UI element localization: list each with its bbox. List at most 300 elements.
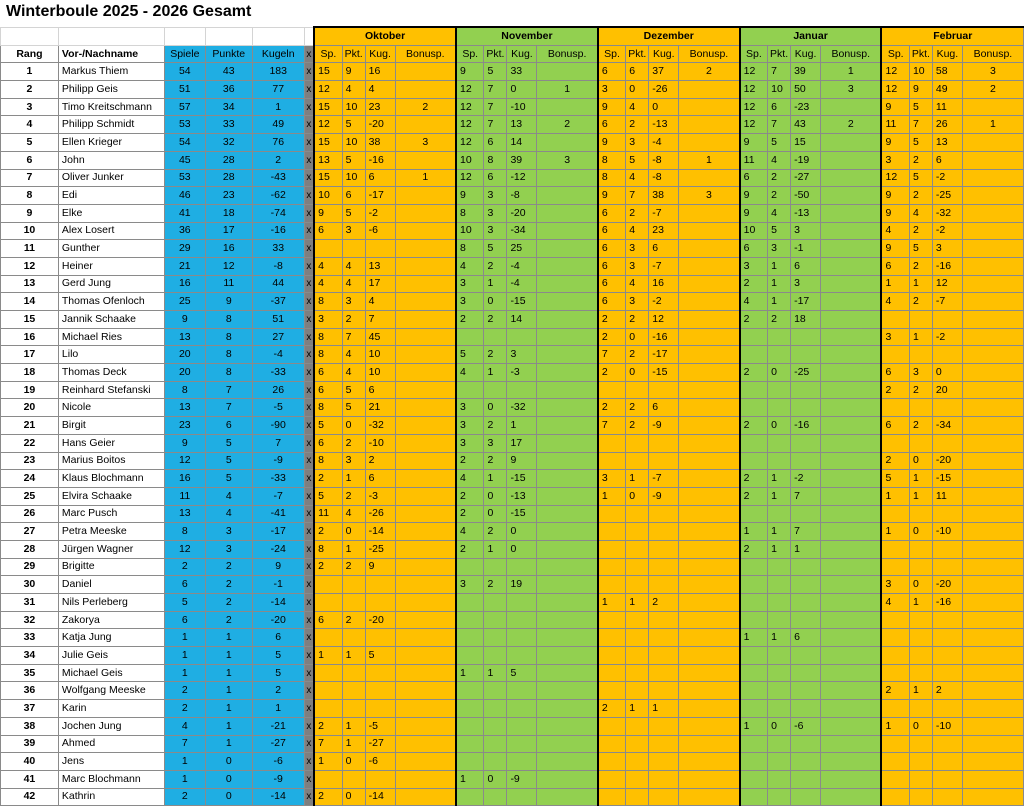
kug-cell[interactable]: 38: [649, 187, 679, 205]
kug-cell[interactable]: [932, 311, 962, 329]
pkt-cell[interactable]: 3: [342, 452, 365, 470]
bonus-cell[interactable]: [537, 169, 598, 187]
bonus-cell[interactable]: [679, 275, 740, 293]
pkt-cell[interactable]: 0: [484, 487, 507, 505]
bonus-cell[interactable]: [537, 664, 598, 682]
kug-cell[interactable]: -2: [932, 169, 962, 187]
bonus-cell[interactable]: [537, 240, 598, 258]
bonus-cell[interactable]: [962, 647, 1023, 665]
sp-cell[interactable]: 6: [314, 611, 342, 629]
bonus-cell[interactable]: [395, 399, 456, 417]
punkte-cell[interactable]: 2: [205, 558, 252, 576]
month-header-januar[interactable]: Januar: [740, 27, 882, 45]
bonus-cell[interactable]: [537, 788, 598, 806]
bonus-cell[interactable]: [821, 399, 882, 417]
rank-cell[interactable]: 23: [1, 452, 59, 470]
bonus-cell[interactable]: 2: [962, 81, 1023, 99]
sp-cell[interactable]: 6: [314, 364, 342, 382]
kug-cell[interactable]: [791, 700, 821, 718]
kugeln-cell[interactable]: 6: [252, 629, 304, 647]
pkt-cell[interactable]: 5: [768, 134, 791, 152]
pkt-cell[interactable]: [909, 788, 932, 806]
spiele-cell[interactable]: 12: [164, 452, 205, 470]
bonus-cell[interactable]: 3: [821, 81, 882, 99]
kug-cell[interactable]: -17: [365, 187, 395, 205]
separator-cell[interactable]: x: [304, 558, 314, 576]
header-sp[interactable]: Sp.: [598, 45, 626, 63]
empty-cell[interactable]: [252, 27, 304, 45]
pkt-cell[interactable]: [626, 523, 649, 541]
sp-cell[interactable]: 12: [456, 116, 484, 134]
pkt-cell[interactable]: 0: [768, 364, 791, 382]
pkt-cell[interactable]: [909, 664, 932, 682]
sp-cell[interactable]: 1: [881, 275, 909, 293]
pkt-cell[interactable]: 0: [484, 505, 507, 523]
bonus-cell[interactable]: [679, 257, 740, 275]
bonus-cell[interactable]: [679, 753, 740, 771]
sp-cell[interactable]: 8: [314, 540, 342, 558]
kug-cell[interactable]: -17: [649, 346, 679, 364]
bonus-cell[interactable]: [821, 753, 882, 771]
pkt-cell[interactable]: [626, 682, 649, 700]
rank-cell[interactable]: 11: [1, 240, 59, 258]
kug-cell[interactable]: -20: [365, 611, 395, 629]
bonus-cell[interactable]: [537, 275, 598, 293]
bonus-cell[interactable]: [537, 594, 598, 612]
sp-cell[interactable]: 7: [314, 735, 342, 753]
rank-cell[interactable]: 20: [1, 399, 59, 417]
pkt-cell[interactable]: [768, 594, 791, 612]
sp-cell[interactable]: 1: [314, 647, 342, 665]
kugeln-cell[interactable]: 5: [252, 647, 304, 665]
kug-cell[interactable]: [791, 753, 821, 771]
sp-cell[interactable]: [314, 594, 342, 612]
kugeln-cell[interactable]: -7: [252, 487, 304, 505]
player-name-cell[interactable]: Thomas Ofenloch: [58, 293, 164, 311]
sp-cell[interactable]: 4: [456, 523, 484, 541]
bonus-cell[interactable]: [962, 770, 1023, 788]
sp-cell[interactable]: 5: [456, 346, 484, 364]
bonus-cell[interactable]: [395, 434, 456, 452]
separator-cell[interactable]: x: [304, 505, 314, 523]
kug-cell[interactable]: [649, 629, 679, 647]
pkt-cell[interactable]: 5: [342, 204, 365, 222]
separator-cell[interactable]: x: [304, 399, 314, 417]
bonus-cell[interactable]: [537, 487, 598, 505]
header-kugeln[interactable]: Kugeln: [252, 45, 304, 63]
kugeln-cell[interactable]: -90: [252, 417, 304, 435]
sp-cell[interactable]: 1: [740, 629, 768, 647]
kug-cell[interactable]: 0: [649, 98, 679, 116]
separator-cell[interactable]: x: [304, 381, 314, 399]
sp-cell[interactable]: 12: [740, 63, 768, 81]
header-bonus[interactable]: Bonusp.: [395, 45, 456, 63]
kug-cell[interactable]: 19: [507, 576, 537, 594]
kug-cell[interactable]: -50: [791, 187, 821, 205]
pkt-cell[interactable]: 0: [342, 523, 365, 541]
bonus-cell[interactable]: 2: [679, 63, 740, 81]
kugeln-cell[interactable]: 49: [252, 116, 304, 134]
sp-cell[interactable]: 10: [314, 187, 342, 205]
pkt-cell[interactable]: [909, 647, 932, 665]
kug-cell[interactable]: -26: [365, 505, 395, 523]
header-kug[interactable]: Kug.: [932, 45, 962, 63]
pkt-cell[interactable]: 3: [909, 364, 932, 382]
sp-cell[interactable]: [598, 717, 626, 735]
bonus-cell[interactable]: [395, 558, 456, 576]
kug-cell[interactable]: [932, 664, 962, 682]
sp-cell[interactable]: 6: [598, 240, 626, 258]
bonus-cell[interactable]: [537, 364, 598, 382]
sp-cell[interactable]: 8: [314, 328, 342, 346]
rank-cell[interactable]: 14: [1, 293, 59, 311]
sp-cell[interactable]: 8: [598, 151, 626, 169]
pkt-cell[interactable]: 1: [342, 647, 365, 665]
pkt-cell[interactable]: [768, 381, 791, 399]
sp-cell[interactable]: [881, 629, 909, 647]
pkt-cell[interactable]: 9: [909, 81, 932, 99]
sp-cell[interactable]: 1: [456, 664, 484, 682]
spiele-cell[interactable]: 54: [164, 63, 205, 81]
punkte-cell[interactable]: 28: [205, 151, 252, 169]
spiele-cell[interactable]: 23: [164, 417, 205, 435]
bonus-cell[interactable]: [679, 700, 740, 718]
kug-cell[interactable]: 12: [649, 311, 679, 329]
kugeln-cell[interactable]: 7: [252, 434, 304, 452]
sp-cell[interactable]: [456, 381, 484, 399]
bonus-cell[interactable]: [395, 700, 456, 718]
sp-cell[interactable]: [314, 682, 342, 700]
kugeln-cell[interactable]: 76: [252, 134, 304, 152]
sp-cell[interactable]: 1: [598, 594, 626, 612]
kug-cell[interactable]: 16: [365, 63, 395, 81]
kugeln-cell[interactable]: -1: [252, 576, 304, 594]
kug-cell[interactable]: -20: [365, 116, 395, 134]
kug-cell[interactable]: [791, 399, 821, 417]
pkt-cell[interactable]: 4: [909, 204, 932, 222]
pkt-cell[interactable]: [626, 540, 649, 558]
spiele-cell[interactable]: 41: [164, 204, 205, 222]
player-name-cell[interactable]: Petra Meeske: [58, 523, 164, 541]
pkt-cell[interactable]: [626, 434, 649, 452]
sp-cell[interactable]: [598, 770, 626, 788]
pkt-cell[interactable]: 5: [342, 116, 365, 134]
player-name-cell[interactable]: Kathrin: [58, 788, 164, 806]
bonus-cell[interactable]: [821, 275, 882, 293]
bonus-cell[interactable]: [962, 293, 1023, 311]
kug-cell[interactable]: [649, 664, 679, 682]
separator-cell[interactable]: x: [304, 364, 314, 382]
bonus-cell[interactable]: [395, 63, 456, 81]
punkte-cell[interactable]: 5: [205, 470, 252, 488]
rank-cell[interactable]: 29: [1, 558, 59, 576]
spiele-cell[interactable]: 53: [164, 116, 205, 134]
spiele-cell[interactable]: 25: [164, 293, 205, 311]
header-pkt[interactable]: Pkt.: [626, 45, 649, 63]
kug-cell[interactable]: [791, 770, 821, 788]
pkt-cell[interactable]: 6: [342, 187, 365, 205]
separator-cell[interactable]: x: [304, 275, 314, 293]
pkt-cell[interactable]: 0: [626, 487, 649, 505]
kugeln-cell[interactable]: -9: [252, 452, 304, 470]
pkt-cell[interactable]: 1: [342, 717, 365, 735]
separator-cell[interactable]: x: [304, 240, 314, 258]
bonus-cell[interactable]: [821, 629, 882, 647]
kug-cell[interactable]: -6: [365, 753, 395, 771]
kug-cell[interactable]: [791, 647, 821, 665]
player-name-cell[interactable]: Philipp Schmidt: [58, 116, 164, 134]
bonus-cell[interactable]: [395, 523, 456, 541]
kug-cell[interactable]: 6: [365, 381, 395, 399]
bonus-cell[interactable]: [395, 753, 456, 771]
spiele-cell[interactable]: 1: [164, 753, 205, 771]
sp-cell[interactable]: 2: [456, 540, 484, 558]
kug-cell[interactable]: [649, 558, 679, 576]
kug-cell[interactable]: -15: [507, 470, 537, 488]
pkt-cell[interactable]: 2: [484, 257, 507, 275]
pkt-cell[interactable]: [909, 540, 932, 558]
spiele-cell[interactable]: 16: [164, 275, 205, 293]
sp-cell[interactable]: [598, 434, 626, 452]
rank-cell[interactable]: 27: [1, 523, 59, 541]
kug-cell[interactable]: [507, 735, 537, 753]
separator-cell[interactable]: x: [304, 647, 314, 665]
spiele-cell[interactable]: 6: [164, 611, 205, 629]
punkte-cell[interactable]: 5: [205, 452, 252, 470]
kug-cell[interactable]: [649, 576, 679, 594]
bonus-cell[interactable]: [537, 558, 598, 576]
bonus-cell[interactable]: [962, 346, 1023, 364]
pkt-cell[interactable]: 3: [484, 204, 507, 222]
spiele-cell[interactable]: 11: [164, 487, 205, 505]
sp-cell[interactable]: [314, 664, 342, 682]
kug-cell[interactable]: 37: [649, 63, 679, 81]
bonus-cell[interactable]: [962, 222, 1023, 240]
kug-cell[interactable]: -25: [791, 364, 821, 382]
kug-cell[interactable]: [932, 540, 962, 558]
kug-cell[interactable]: -32: [507, 399, 537, 417]
kugeln-cell[interactable]: -37: [252, 293, 304, 311]
pkt-cell[interactable]: 0: [342, 788, 365, 806]
punkte-cell[interactable]: 36: [205, 81, 252, 99]
kugeln-cell[interactable]: -24: [252, 540, 304, 558]
pkt-cell[interactable]: [909, 558, 932, 576]
sp-cell[interactable]: [598, 576, 626, 594]
bonus-cell[interactable]: 1: [679, 151, 740, 169]
kug-cell[interactable]: -7: [932, 293, 962, 311]
sp-cell[interactable]: 4: [881, 293, 909, 311]
bonus-cell[interactable]: [679, 328, 740, 346]
sp-cell[interactable]: [881, 346, 909, 364]
rank-cell[interactable]: 3: [1, 98, 59, 116]
sp-cell[interactable]: [881, 770, 909, 788]
header-rang[interactable]: Rang: [1, 45, 59, 63]
punkte-cell[interactable]: 28: [205, 169, 252, 187]
pkt-cell[interactable]: 4: [768, 204, 791, 222]
pkt-cell[interactable]: [768, 753, 791, 771]
kug-cell[interactable]: -2: [791, 470, 821, 488]
kug-cell[interactable]: 0: [507, 540, 537, 558]
sp-cell[interactable]: 12: [881, 169, 909, 187]
kugeln-cell[interactable]: 51: [252, 311, 304, 329]
pkt-cell[interactable]: [909, 770, 932, 788]
player-name-cell[interactable]: Klaus Blochmann: [58, 470, 164, 488]
separator-cell[interactable]: x: [304, 293, 314, 311]
pkt-cell[interactable]: 2: [768, 187, 791, 205]
kugeln-cell[interactable]: 1: [252, 98, 304, 116]
sp-cell[interactable]: 10: [740, 222, 768, 240]
bonus-cell[interactable]: [962, 364, 1023, 382]
rank-cell[interactable]: 21: [1, 417, 59, 435]
pkt-cell[interactable]: 1: [768, 470, 791, 488]
punkte-cell[interactable]: 16: [205, 240, 252, 258]
kug-cell[interactable]: [932, 700, 962, 718]
sp-cell[interactable]: 11: [740, 151, 768, 169]
punkte-cell[interactable]: 11: [205, 275, 252, 293]
kug-cell[interactable]: 58: [932, 63, 962, 81]
pkt-cell[interactable]: [342, 682, 365, 700]
player-name-cell[interactable]: Marius Boitos: [58, 452, 164, 470]
bonus-cell[interactable]: [821, 487, 882, 505]
sp-cell[interactable]: [881, 788, 909, 806]
sp-cell[interactable]: 2: [740, 275, 768, 293]
sp-cell[interactable]: 2: [598, 364, 626, 382]
kug-cell[interactable]: [507, 381, 537, 399]
sp-cell[interactable]: [598, 647, 626, 665]
kug-cell[interactable]: 7: [791, 523, 821, 541]
pkt-cell[interactable]: 3: [626, 134, 649, 152]
kug-cell[interactable]: 3: [507, 346, 537, 364]
bonus-cell[interactable]: [679, 664, 740, 682]
kug-cell[interactable]: -6: [365, 222, 395, 240]
kug-cell[interactable]: 1: [649, 700, 679, 718]
separator-cell[interactable]: x: [304, 311, 314, 329]
bonus-cell[interactable]: [537, 293, 598, 311]
bonus-cell[interactable]: [679, 629, 740, 647]
rank-cell[interactable]: 7: [1, 169, 59, 187]
sp-cell[interactable]: 2: [598, 311, 626, 329]
sp-cell[interactable]: 12: [456, 81, 484, 99]
spiele-cell[interactable]: 2: [164, 558, 205, 576]
sp-cell[interactable]: [598, 664, 626, 682]
sp-cell[interactable]: 3: [881, 576, 909, 594]
bonus-cell[interactable]: [962, 717, 1023, 735]
player-name-cell[interactable]: Birgit: [58, 417, 164, 435]
sp-cell[interactable]: 3: [456, 275, 484, 293]
kug-cell[interactable]: [365, 240, 395, 258]
sp-cell[interactable]: 6: [598, 116, 626, 134]
bonus-cell[interactable]: [962, 275, 1023, 293]
bonus-cell[interactable]: [821, 558, 882, 576]
pkt-cell[interactable]: 0: [626, 81, 649, 99]
bonus-cell[interactable]: [537, 434, 598, 452]
month-header-oktober[interactable]: Oktober: [314, 27, 456, 45]
separator-cell[interactable]: x: [304, 770, 314, 788]
separator-cell[interactable]: x: [304, 134, 314, 152]
spiele-cell[interactable]: 13: [164, 399, 205, 417]
punkte-cell[interactable]: 4: [205, 487, 252, 505]
bonus-cell[interactable]: 3: [962, 63, 1023, 81]
sp-cell[interactable]: 2: [456, 487, 484, 505]
pkt-cell[interactable]: [342, 576, 365, 594]
kugeln-cell[interactable]: -14: [252, 594, 304, 612]
spiele-cell[interactable]: 54: [164, 134, 205, 152]
bonus-cell[interactable]: 1: [821, 63, 882, 81]
rank-cell[interactable]: 15: [1, 311, 59, 329]
separator-cell[interactable]: x: [304, 417, 314, 435]
header-pkt[interactable]: Pkt.: [342, 45, 365, 63]
pkt-cell[interactable]: 7: [342, 328, 365, 346]
sp-cell[interactable]: 12: [881, 63, 909, 81]
punkte-cell[interactable]: 2: [205, 594, 252, 612]
bonus-cell[interactable]: [962, 682, 1023, 700]
pkt-cell[interactable]: 1: [768, 629, 791, 647]
pkt-cell[interactable]: 7: [484, 98, 507, 116]
bonus-cell[interactable]: [821, 664, 882, 682]
pkt-cell[interactable]: 3: [626, 240, 649, 258]
kug-cell[interactable]: [791, 735, 821, 753]
rank-cell[interactable]: 38: [1, 717, 59, 735]
kug-cell[interactable]: 13: [932, 134, 962, 152]
bonus-cell[interactable]: [679, 399, 740, 417]
player-name-cell[interactable]: Michael Geis: [58, 664, 164, 682]
punkte-cell[interactable]: 1: [205, 682, 252, 700]
bonus-cell[interactable]: [821, 717, 882, 735]
player-name-cell[interactable]: Marc Blochmann: [58, 770, 164, 788]
pkt-cell[interactable]: 3: [342, 293, 365, 311]
bonus-cell[interactable]: [537, 222, 598, 240]
pkt-cell[interactable]: [626, 629, 649, 647]
pkt-cell[interactable]: [626, 788, 649, 806]
pkt-cell[interactable]: 10: [768, 81, 791, 99]
pkt-cell[interactable]: [909, 611, 932, 629]
kug-cell[interactable]: 7: [791, 487, 821, 505]
punkte-cell[interactable]: 17: [205, 222, 252, 240]
separator-cell[interactable]: x: [304, 487, 314, 505]
kug-cell[interactable]: 4: [365, 293, 395, 311]
player-name-cell[interactable]: John: [58, 151, 164, 169]
sp-cell[interactable]: 9: [740, 134, 768, 152]
sp-cell[interactable]: 5: [881, 470, 909, 488]
separator-cell[interactable]: x: [304, 434, 314, 452]
bonus-cell[interactable]: [679, 611, 740, 629]
pkt-cell[interactable]: [768, 664, 791, 682]
kug-cell[interactable]: 7: [365, 311, 395, 329]
kug-cell[interactable]: 12: [932, 275, 962, 293]
kug-cell[interactable]: [507, 328, 537, 346]
sp-cell[interactable]: 2: [314, 558, 342, 576]
bonus-cell[interactable]: [395, 611, 456, 629]
sp-cell[interactable]: [456, 735, 484, 753]
bonus-cell[interactable]: [679, 717, 740, 735]
month-header-dezember[interactable]: Dezember: [598, 27, 740, 45]
kug-cell[interactable]: 18: [791, 311, 821, 329]
bonus-cell[interactable]: [679, 293, 740, 311]
bonus-cell[interactable]: [821, 381, 882, 399]
rank-cell[interactable]: 2: [1, 81, 59, 99]
separator-cell[interactable]: x: [304, 346, 314, 364]
bonus-cell[interactable]: [537, 470, 598, 488]
sp-cell[interactable]: [740, 346, 768, 364]
kug-cell[interactable]: [791, 346, 821, 364]
pkt-cell[interactable]: 5: [909, 169, 932, 187]
sp-cell[interactable]: [456, 647, 484, 665]
bonus-cell[interactable]: [537, 257, 598, 275]
rank-cell[interactable]: 35: [1, 664, 59, 682]
spiele-cell[interactable]: 45: [164, 151, 205, 169]
sp-cell[interactable]: 4: [881, 594, 909, 612]
bonus-cell[interactable]: [962, 204, 1023, 222]
